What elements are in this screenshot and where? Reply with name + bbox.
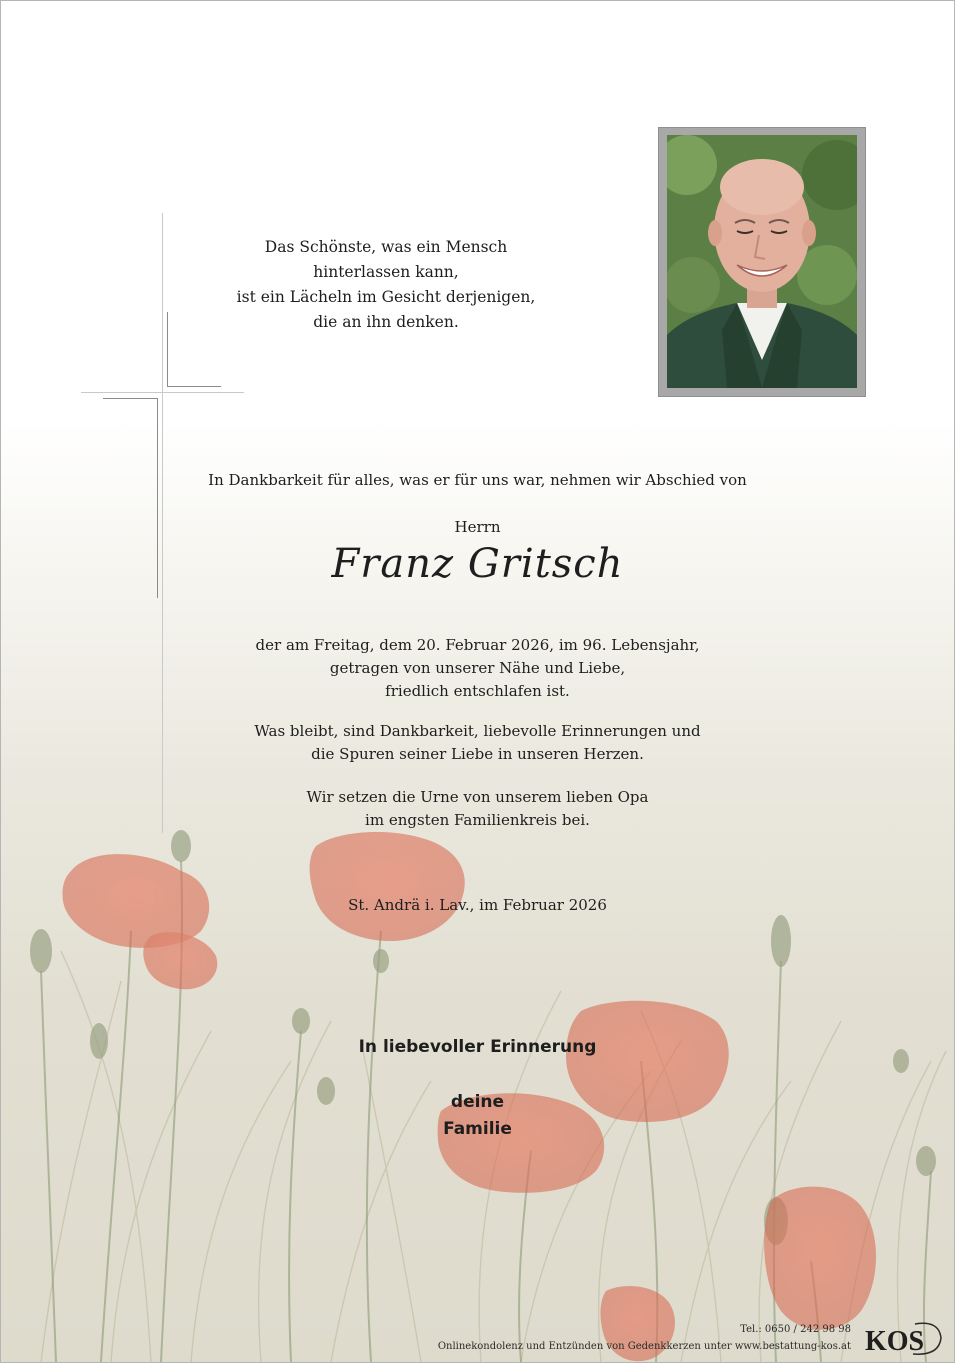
kos-logo-text: KOS [865,1326,925,1357]
gratitude-line: die Spuren seiner Liebe in unseren Herzen. [311,745,644,763]
portrait-frame [658,127,866,397]
death-notice-line: der am Freitag, dem 20. Februar 2026, im 96. Lebensjahr, [255,636,700,654]
salutation: Herrn [454,518,501,536]
gratitude-line: Was bleibt, sind Dankbarkeit, liebevolle Erinnerungen und [254,722,701,740]
urn-notice [1,786,954,832]
gratitude-text [1,720,954,766]
quote-line: die an ihn denken. [313,313,459,331]
cross-horizontal-lower [103,398,157,399]
signature [1,1089,954,1143]
portrait-photo [667,135,857,388]
urn-notice-line: Wir setzen die Urne von unserem lieben Opa [306,788,649,806]
footer-online-link[interactable]: Onlinekondolenz und Entzünden von Gedenkkerzen unter www.bestattung-kos.at [437,1341,851,1352]
footer-phone: Tel.: 0650 / 242 98 98 [740,1324,851,1335]
memorial-quote [231,235,541,335]
place-date: St. Andrä i. Lav., im Februar 2026 [348,896,607,914]
signature-line: Familie [443,1119,512,1139]
urn-notice-line: im engsten Familienkreis bei. [365,811,590,829]
kos-logo [863,1318,943,1358]
cross-vertical-upper [167,312,168,387]
quote-line: ist ein Lächeln im Gesicht derjenigen, [236,288,536,306]
quote-line: Das Schönste, was ein Mensch hinterlassen kann, [264,238,508,281]
cross-horizontal-light [81,392,244,393]
signature-line: deine [450,1092,505,1112]
portrait-illustration [667,135,857,388]
closing-heading: In liebevoller Erinnerung [358,1037,597,1057]
cross-horizontal-upper [167,386,221,387]
death-notice [1,634,954,703]
death-notice-line: friedlich entschlafen ist. [385,682,570,700]
intro-text: In Dankbarkeit für alles, was er für uns war, nehmen wir Abschied von [208,471,747,489]
deceased-name: Franz Gritsch [331,541,624,587]
death-notice-line: getragen von unserer Nähe und Liebe, [329,659,626,677]
